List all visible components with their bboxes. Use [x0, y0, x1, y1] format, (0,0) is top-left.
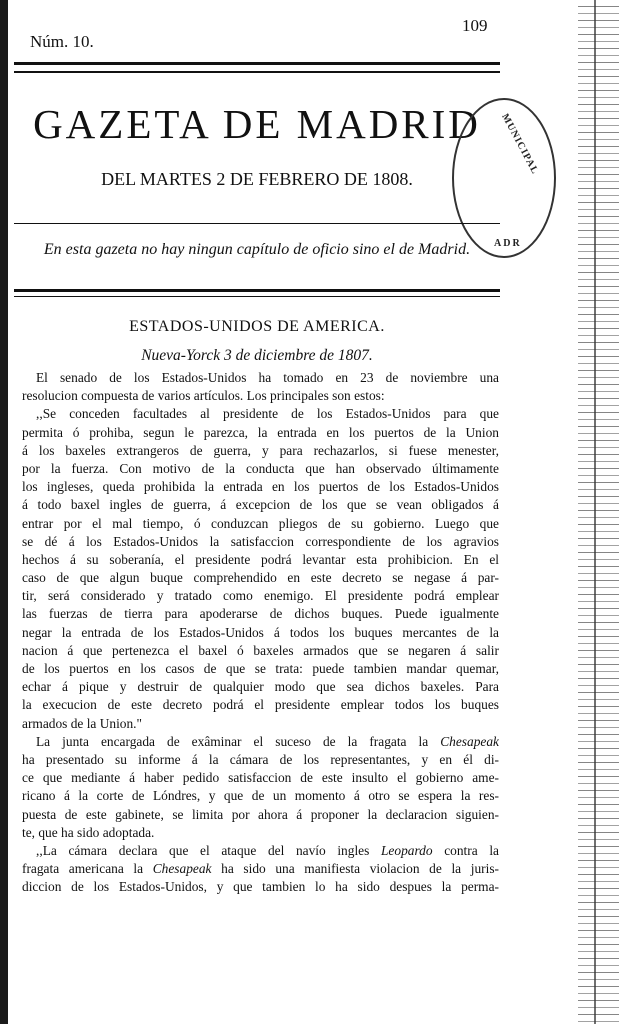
article-line: diccion de los Estados-Unidos, y que tambien lo ha sido despues la perma- — [22, 879, 499, 895]
article-line: ,,Se conceden facultades al presidente de los Estados-Unidos para que — [36, 406, 499, 422]
article-line: negar la entrada de los Estados-Unidos á todos los buques mercantes de la — [22, 624, 499, 640]
page-edge-left — [0, 0, 8, 1024]
article-dateline: Nueva-Yorck 3 de diciembre de 1807. — [141, 347, 373, 364]
article-line: de los puertos en los casos de que se trata: puede tambien mandar quemar, — [22, 661, 499, 676]
article-line: caso de que algun buque comprehendido en este decreto se negase á par- — [22, 570, 499, 586]
article-line: la execucion de este decreto podrá el presidente emplear todos los buques — [22, 697, 499, 713]
article-line: fragata americana la Chesapeak ha sido una manifiesta violacion de la juris- — [22, 861, 499, 877]
article-line: permita ó prohiba, segun le parezca, la entrada en los puertos de la Union — [22, 424, 499, 440]
article-line: resolucion compuesta de varios artículos. Los principales son estos: — [22, 388, 385, 404]
article-line: El senado de los Estados-Unidos ha tomado en 23 de noviembre una — [36, 370, 499, 385]
article-body — [22, 369, 499, 896]
divider-rule — [14, 223, 500, 224]
article-line: La junta encargada de exâminar el suceso de la fragata la Chesapeak — [36, 733, 499, 749]
stamp-text-bottom: ADR — [494, 238, 522, 249]
issue-number: Núm. 10. — [30, 32, 94, 51]
page-number: 109 — [462, 16, 488, 35]
article-line: ha presentado su informe á la cámara de los representantes, y en él di- — [22, 751, 499, 767]
section-rule-thin — [14, 296, 500, 297]
article-line: á todo baxel ingles de guerra, á excepcion de los que se vean obligados á — [22, 497, 499, 513]
article-line: puesta de este gabinete, se limita por ahora á proponer la declaracion siguien- — [22, 806, 499, 822]
gutter-rule — [594, 0, 596, 1024]
masthead-title: GAZETA DE MADRID — [33, 101, 481, 147]
article-line: por la fuerza. Con motivo de la conducta que han observado últimamente — [22, 460, 499, 476]
article-line: entrar por el mal tiempo, ó conduzcan pliegos de su gobierno. Luego que — [22, 515, 499, 531]
article-line: echar á pique y destruir de qualquier modo que sea dichos baxeles. Para — [22, 679, 499, 695]
article-line: ricano á la corte de Lóndres, y que de un momento á otro se espera la res- — [22, 788, 499, 804]
issue-dateline: DEL MARTES 2 DE FEBRERO DE 1808. — [101, 169, 413, 189]
article-line: armados de la Union." — [22, 715, 142, 731]
article-line: las fuerzas de tierra para apoderarse de dichos buques. Puede igualmente — [22, 606, 499, 622]
article-line: se dé á los Estados-Unidos la satisfaccion correspondiente de los agravios — [22, 533, 499, 549]
official-notice: En esta gazeta no hay ningun capítulo de oficio sino el de Madrid. — [43, 241, 471, 258]
article-line: nacion á que pertenezca el baxel ó baxeles armados que se negaren á salir — [22, 642, 499, 658]
article-line: ,,La cámara declara que el ataque del navío ingles Leopardo contra la — [36, 842, 499, 858]
article-line: los ingleses, queda prohibida la entrada en los puertos de los Estados-Unidos — [22, 479, 499, 495]
article-line: hechos á su soberanía, el presidente podrá levantar esta prohibicion. En el — [22, 551, 499, 567]
section-rule — [14, 289, 500, 292]
stamp-text-top: MUNICIPAL — [499, 112, 541, 177]
top-rule-thin — [14, 71, 500, 73]
article-line: te, que ha sido adoptada. — [22, 824, 155, 840]
article-line: ce que mediante á haber pedido satisfaccion de este insulto el gobierno ame- — [22, 770, 499, 786]
article-line: tir, será considerado y tratado como enemigo. El presidente podrá emplear — [22, 588, 499, 604]
page-edge-right — [578, 0, 619, 1024]
top-rule — [14, 62, 500, 65]
article-line: á los baxeles extrangeros de guerra, y para rechazarlos, si fuese menester, — [22, 442, 499, 458]
section-title: ESTADOS-UNIDOS DE AMERICA. — [129, 318, 385, 335]
